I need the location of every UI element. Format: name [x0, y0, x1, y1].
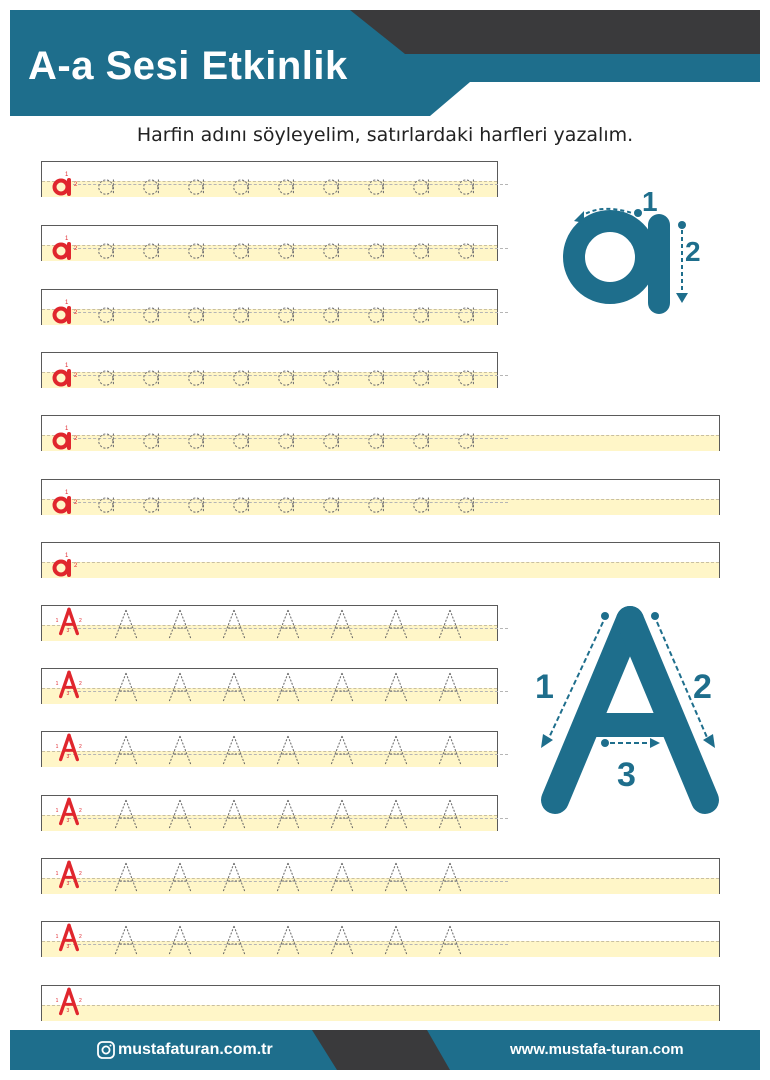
trace-uppercase-a[interactable] — [274, 734, 302, 766]
trace-uppercase-a[interactable] — [220, 861, 248, 893]
trace-uppercase-a[interactable] — [436, 734, 464, 766]
trace-uppercase-a[interactable] — [382, 608, 410, 640]
trace-lowercase-a[interactable] — [231, 238, 255, 262]
trace-uppercase-a[interactable] — [382, 671, 410, 703]
svg-text:3: 3 — [66, 817, 70, 824]
trace-uppercase-a[interactable] — [274, 798, 302, 830]
guide-line — [42, 815, 497, 816]
trace-uppercase-a[interactable] — [274, 608, 302, 640]
trace-lowercase-a[interactable] — [366, 365, 390, 389]
trace-lowercase-a[interactable] — [276, 302, 300, 326]
page-title: A-a Sesi Etkinlik — [28, 44, 348, 88]
practice-row-lowercase[interactable] — [41, 225, 498, 261]
svg-text:1: 1 — [65, 363, 69, 369]
trace-lowercase-a[interactable] — [411, 174, 435, 198]
trace-uppercase-a[interactable] — [274, 671, 302, 703]
trace-lowercase-a[interactable] — [186, 238, 210, 262]
svg-text:1: 1 — [55, 870, 59, 877]
model-uppercase-a — [54, 922, 84, 952]
practice-row-lowercase[interactable] — [41, 161, 498, 197]
instruction-text: Harfin adını söyleyelim, satırlardaki harfleri yazalım. — [136, 124, 634, 146]
trace-uppercase-a[interactable] — [112, 861, 140, 893]
svg-text:2: 2 — [74, 436, 78, 442]
upper-step-3: 3 — [617, 756, 636, 794]
model-lowercase-a — [50, 359, 80, 389]
trace-uppercase-a[interactable] — [166, 861, 194, 893]
model-lowercase-a — [50, 422, 80, 452]
trace-lowercase-a[interactable] — [276, 238, 300, 262]
svg-text:3: 3 — [66, 753, 70, 760]
svg-text:3: 3 — [66, 690, 70, 697]
trace-lowercase-a[interactable] — [141, 428, 165, 452]
trace-lowercase-a[interactable] — [321, 492, 345, 516]
model-uppercase-a — [54, 606, 84, 636]
trace-lowercase-a[interactable] — [186, 302, 210, 326]
trace-lowercase-a[interactable] — [456, 365, 480, 389]
trace-lowercase-a[interactable] — [186, 174, 210, 198]
writing-band — [42, 562, 719, 578]
trace-lowercase-a[interactable] — [456, 302, 480, 326]
svg-text:2: 2 — [74, 563, 78, 569]
trace-lowercase-a[interactable] — [231, 492, 255, 516]
practice-row-uppercase[interactable] — [41, 731, 498, 767]
trace-uppercase-a[interactable] — [382, 861, 410, 893]
trace-uppercase-a[interactable] — [220, 608, 248, 640]
upper-step-2: 2 — [693, 668, 712, 706]
practice-row-uppercase[interactable] — [41, 668, 498, 704]
trace-uppercase-a[interactable] — [436, 861, 464, 893]
trace-lowercase-a[interactable] — [411, 492, 435, 516]
svg-text:2: 2 — [79, 617, 82, 624]
trace-uppercase-a[interactable] — [112, 924, 140, 956]
practice-row-uppercase[interactable] — [41, 985, 720, 1021]
trace-uppercase-a[interactable] — [328, 671, 356, 703]
lowercase-a-stroke-guide-icon — [560, 175, 710, 325]
trace-lowercase-a[interactable] — [186, 365, 210, 389]
svg-text:3: 3 — [66, 627, 70, 634]
model-lowercase-a — [50, 168, 80, 198]
trace-lowercase-a[interactable] — [231, 428, 255, 452]
trace-lowercase-a[interactable] — [456, 238, 480, 262]
footer-website[interactable]: www.mustafa-turan.com — [510, 1041, 684, 1058]
practice-row-uppercase[interactable] — [41, 858, 720, 894]
trace-lowercase-a[interactable] — [186, 428, 210, 452]
trace-lowercase-a[interactable] — [141, 174, 165, 198]
trace-uppercase-a[interactable] — [166, 734, 194, 766]
model-uppercase-a — [54, 796, 84, 826]
guide-line — [42, 1005, 719, 1006]
practice-row-lowercase[interactable] — [41, 542, 720, 578]
model-uppercase-a — [54, 732, 84, 762]
trace-lowercase-a[interactable] — [96, 174, 120, 198]
writing-band — [42, 1005, 719, 1021]
trace-lowercase-a[interactable] — [186, 492, 210, 516]
trace-uppercase-a[interactable] — [166, 608, 194, 640]
upper-step-1: 1 — [535, 668, 554, 706]
svg-text:1: 1 — [55, 743, 59, 750]
trace-lowercase-a[interactable] — [411, 302, 435, 326]
svg-text:1: 1 — [55, 680, 59, 687]
svg-text:1: 1 — [65, 426, 69, 432]
trace-lowercase-a[interactable] — [96, 365, 120, 389]
svg-text:1: 1 — [55, 617, 59, 624]
practice-row-uppercase[interactable] — [41, 605, 498, 641]
svg-text:2: 2 — [79, 870, 82, 877]
trace-uppercase-a[interactable] — [436, 671, 464, 703]
trace-uppercase-a[interactable] — [166, 924, 194, 956]
trace-lowercase-a[interactable] — [456, 174, 480, 198]
guide-line — [42, 878, 719, 879]
trace-lowercase-a[interactable] — [276, 428, 300, 452]
svg-text:2: 2 — [74, 246, 78, 252]
lower-step-2: 2 — [685, 236, 701, 267]
trace-lowercase-a[interactable] — [231, 365, 255, 389]
trace-lowercase-a[interactable] — [321, 238, 345, 262]
guide-line — [42, 941, 719, 942]
trace-lowercase-a[interactable] — [96, 238, 120, 262]
trace-uppercase-a[interactable] — [436, 924, 464, 956]
model-lowercase-a — [50, 232, 80, 262]
svg-text:3: 3 — [66, 1007, 70, 1014]
practice-row-lowercase[interactable] — [41, 289, 498, 325]
trace-uppercase-a[interactable] — [112, 671, 140, 703]
svg-text:2: 2 — [79, 933, 82, 940]
trace-uppercase-a[interactable] — [112, 608, 140, 640]
trace-uppercase-a[interactable] — [328, 608, 356, 640]
trace-lowercase-a[interactable] — [366, 174, 390, 198]
trace-uppercase-a[interactable] — [382, 924, 410, 956]
practice-row-lowercase[interactable] — [41, 352, 498, 388]
svg-text:1: 1 — [65, 553, 69, 559]
svg-text:2: 2 — [74, 182, 78, 188]
trace-lowercase-a[interactable] — [366, 238, 390, 262]
trace-lowercase-a[interactable] — [411, 365, 435, 389]
trace-lowercase-a[interactable] — [366, 492, 390, 516]
trace-uppercase-a[interactable] — [274, 861, 302, 893]
practice-row-lowercase[interactable] — [41, 415, 720, 451]
trace-uppercase-a[interactable] — [112, 734, 140, 766]
svg-text:1: 1 — [55, 807, 59, 814]
trace-lowercase-a[interactable] — [366, 302, 390, 326]
trace-uppercase-a[interactable] — [112, 798, 140, 830]
svg-text:1: 1 — [55, 997, 59, 1004]
trace-lowercase-a[interactable] — [276, 492, 300, 516]
trace-lowercase-a[interactable] — [456, 492, 480, 516]
trace-uppercase-a[interactable] — [382, 734, 410, 766]
svg-text:1: 1 — [55, 933, 59, 940]
lower-step-1: 1 — [642, 186, 658, 217]
svg-text:2: 2 — [79, 997, 82, 1004]
model-uppercase-a — [54, 669, 84, 699]
svg-text:1: 1 — [65, 172, 69, 178]
svg-text:2: 2 — [74, 373, 78, 379]
practice-row-lowercase[interactable] — [41, 479, 720, 515]
trace-lowercase-a[interactable] — [321, 428, 345, 452]
guide-line — [42, 688, 497, 689]
svg-text:2: 2 — [74, 500, 78, 506]
trace-lowercase-a[interactable] — [321, 174, 345, 198]
trace-uppercase-a[interactable] — [220, 671, 248, 703]
trace-lowercase-a[interactable] — [141, 238, 165, 262]
trace-uppercase-a[interactable] — [328, 924, 356, 956]
trace-lowercase-a[interactable] — [321, 302, 345, 326]
trace-uppercase-a[interactable] — [328, 798, 356, 830]
trace-uppercase-a[interactable] — [328, 734, 356, 766]
svg-text:3: 3 — [66, 880, 70, 887]
svg-text:2: 2 — [79, 743, 82, 750]
trace-lowercase-a[interactable] — [276, 365, 300, 389]
trace-lowercase-a[interactable] — [141, 492, 165, 516]
trace-lowercase-a[interactable] — [96, 492, 120, 516]
uppercase-a-stroke-guide-icon — [525, 600, 735, 820]
model-lowercase-a — [50, 296, 80, 326]
svg-text:1: 1 — [65, 300, 69, 306]
trace-uppercase-a[interactable] — [220, 798, 248, 830]
trace-lowercase-a[interactable] — [141, 365, 165, 389]
trace-lowercase-a[interactable] — [411, 428, 435, 452]
trace-uppercase-a[interactable] — [274, 924, 302, 956]
svg-text:2: 2 — [74, 310, 78, 316]
svg-text:1: 1 — [65, 490, 69, 496]
instagram-icon — [97, 1041, 115, 1059]
guide-line — [42, 562, 719, 563]
svg-text:2: 2 — [79, 807, 82, 814]
trace-uppercase-a[interactable] — [382, 798, 410, 830]
guide-line — [42, 625, 497, 626]
guide-line — [42, 751, 497, 752]
trace-uppercase-a[interactable] — [220, 734, 248, 766]
footer-instagram[interactable]: mustafaturan.com.tr — [118, 1041, 273, 1058]
svg-text:2: 2 — [79, 680, 82, 687]
svg-text:3: 3 — [66, 943, 70, 950]
model-uppercase-a — [54, 986, 84, 1016]
trace-lowercase-a[interactable] — [141, 302, 165, 326]
trace-uppercase-a[interactable] — [220, 924, 248, 956]
trace-uppercase-a[interactable] — [436, 608, 464, 640]
practice-row-uppercase[interactable] — [41, 921, 720, 957]
trace-uppercase-a[interactable] — [436, 798, 464, 830]
trace-uppercase-a[interactable] — [166, 671, 194, 703]
trace-lowercase-a[interactable] — [96, 428, 120, 452]
svg-text:1: 1 — [65, 236, 69, 242]
model-lowercase-a — [50, 486, 80, 516]
trace-lowercase-a[interactable] — [411, 238, 435, 262]
trace-lowercase-a[interactable] — [366, 428, 390, 452]
trace-lowercase-a[interactable] — [321, 365, 345, 389]
model-lowercase-a — [50, 549, 80, 579]
trace-lowercase-a[interactable] — [456, 428, 480, 452]
trace-lowercase-a[interactable] — [231, 302, 255, 326]
model-uppercase-a — [54, 859, 84, 889]
trace-uppercase-a[interactable] — [328, 861, 356, 893]
practice-row-uppercase[interactable] — [41, 795, 498, 831]
trace-lowercase-a[interactable] — [276, 174, 300, 198]
trace-lowercase-a[interactable] — [231, 174, 255, 198]
trace-lowercase-a[interactable] — [96, 302, 120, 326]
trace-uppercase-a[interactable] — [166, 798, 194, 830]
